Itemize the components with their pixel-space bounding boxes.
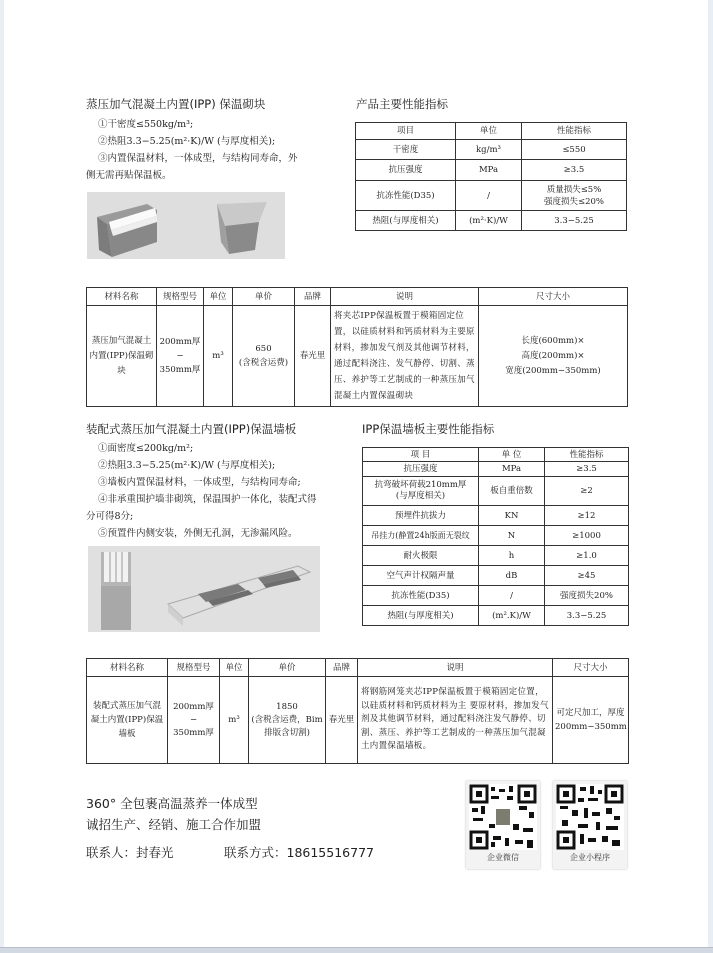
table-header: 规格型号 bbox=[168, 659, 220, 677]
spec-row bbox=[363, 526, 629, 546]
table-header: 品牌 bbox=[326, 659, 358, 677]
spec-dash: − bbox=[176, 351, 184, 361]
table-header: 说明 bbox=[358, 659, 553, 677]
qr-caption: 企业微信 bbox=[487, 853, 519, 862]
spec-item: 抗压强度 bbox=[356, 160, 456, 181]
spec-item: 抗冻性能(D35) bbox=[356, 181, 456, 211]
panel-spec-title: IPP保温墙板主要性能指标 bbox=[362, 422, 495, 436]
spec-unit: MPa bbox=[456, 160, 522, 181]
spec-item: 空气声计权隔声量 bbox=[363, 566, 479, 586]
price-note: (含税含运费) bbox=[238, 358, 289, 368]
price-value: 1850 bbox=[276, 701, 298, 712]
spec-header: 性能指标 bbox=[522, 123, 627, 140]
price bbox=[249, 677, 326, 764]
block-product-image bbox=[87, 192, 285, 259]
table-row bbox=[87, 677, 629, 764]
spec-item: 抗冻性能(D35) bbox=[363, 586, 479, 606]
spec-value: ≥12 bbox=[545, 506, 629, 526]
spec-item: 抗弯破坏荷载210mm厚 (与厚度相关) bbox=[363, 477, 479, 506]
price-value: 650 bbox=[255, 344, 272, 354]
price bbox=[233, 306, 295, 407]
feature-item: ②热阻3.3−5.25(m²·K)/W (与厚度相关); bbox=[98, 460, 276, 471]
brand: 春光里 bbox=[295, 306, 331, 407]
size-length: 长度(600mm)× bbox=[521, 335, 585, 346]
spec-value: ≥3.5 bbox=[545, 462, 629, 477]
price-note: (含税含运费，Bim排版含切割) bbox=[251, 714, 323, 738]
spec-value: ≥1000 bbox=[545, 526, 629, 546]
table-row bbox=[87, 306, 628, 407]
panel-product-image bbox=[88, 546, 320, 632]
spec-max: 350mm厚 bbox=[159, 365, 201, 375]
panel-features bbox=[86, 440, 348, 542]
spec-row bbox=[356, 140, 627, 160]
spec-item: 预埋件抗拔力 bbox=[363, 506, 479, 526]
spec-row bbox=[363, 586, 629, 606]
contact-phone: 联系方式：18615516777 bbox=[224, 845, 374, 860]
feature-item: ⑤预置件内侧安装，外侧无孔洞，无渗漏风险。 bbox=[98, 528, 298, 539]
spec-row bbox=[356, 160, 627, 181]
qr-wechat[interactable] bbox=[466, 781, 540, 869]
spec-model bbox=[157, 306, 204, 407]
spec-item: 抗压强度 bbox=[363, 462, 479, 477]
spec-unit: (m²·K)/W bbox=[456, 211, 522, 231]
size-note: 可定尺加工，厚度 bbox=[556, 708, 625, 718]
spec-item: 热阻(与厚度相关) bbox=[356, 211, 456, 231]
spec-unit: N bbox=[479, 526, 545, 546]
table-header: 材料名称 bbox=[87, 288, 157, 306]
spec-header: 单 位 bbox=[479, 448, 545, 462]
spec-row bbox=[363, 462, 629, 477]
qr-mini-program[interactable] bbox=[553, 781, 627, 869]
qr-code-icon bbox=[556, 784, 624, 850]
qr-code-icon bbox=[469, 784, 537, 850]
spec-model bbox=[168, 677, 220, 764]
table-header: 尺寸大小 bbox=[553, 659, 629, 677]
contact-person: 联系人：封春光 bbox=[86, 845, 174, 860]
spec-max: 350mm厚 bbox=[173, 727, 214, 738]
spec-value: ≥3.5 bbox=[522, 160, 627, 181]
spec-row bbox=[363, 546, 629, 566]
feature-item: ④非承重围护墙非砌筑，保温围护一体化，装配式得 bbox=[98, 494, 317, 505]
unit: m³ bbox=[204, 306, 233, 407]
viewer-bottom-bar bbox=[0, 947, 713, 953]
spec-unit: / bbox=[456, 181, 522, 211]
spec-row bbox=[363, 606, 629, 626]
size-height: 高度(200mm)× bbox=[521, 350, 585, 361]
feature-item: ①干密度≤550kg/m³; bbox=[98, 119, 194, 130]
spec-unit: MPa bbox=[479, 462, 545, 477]
spec-value: 质量损失≤5% 强度损失≤20% bbox=[522, 181, 627, 211]
table-header: 单位 bbox=[204, 288, 233, 306]
table-header: 单位 bbox=[220, 659, 249, 677]
spec-unit: (m².K)/W bbox=[479, 606, 545, 626]
spec-item: 干密度 bbox=[356, 140, 456, 160]
table-header: 规格型号 bbox=[157, 288, 204, 306]
block-spec-title: 产品主要性能指标 bbox=[356, 97, 448, 111]
spec-item: 热阻(与厚度相关) bbox=[363, 606, 479, 626]
spec-min: 200mm厚 bbox=[173, 701, 214, 712]
description: 将夹芯IPP保温板置于模箱固定位置，以硅质材料和钙质材料为主要原材料，掺加发气剂及其他调节材料，通过配料浇注、发气静停、切割、蒸压、养护等工艺制成的一种蒸压加气混凝土内置保温砌块 bbox=[331, 306, 479, 407]
spec-header: 性能指标 bbox=[545, 448, 629, 462]
brand: 春光里 bbox=[326, 677, 358, 764]
table-header: 单价 bbox=[249, 659, 326, 677]
panel-product-table bbox=[86, 658, 629, 764]
spec-unit: / bbox=[479, 586, 545, 606]
description: 将钢筋网笼夹芯IPP保温板置于模箱固定位置，以硅质材料和钙质材料为主 要原材料，掺加发气剂及其他调节材料，通过配料浇注发气静停、切割、蒸压、养护等工艺制成的一种蒸压加气混凝土内置保温墙板。 bbox=[358, 677, 553, 764]
spec-value: ≤550 bbox=[522, 140, 627, 160]
table-header: 尺寸大小 bbox=[479, 288, 628, 306]
spec-header: 项 目 bbox=[363, 448, 479, 462]
size bbox=[553, 677, 629, 764]
spec-value: 3.3−5.25 bbox=[522, 211, 627, 231]
spec-value: ≥2 bbox=[545, 477, 629, 506]
spec-item: 耐火极限 bbox=[363, 546, 479, 566]
block-section-title: 蒸压加气混凝土内置(IPP) 保温砌块 bbox=[86, 97, 266, 111]
size-width: 宽度(200mm−350mm) bbox=[505, 365, 601, 376]
block-spec-table bbox=[355, 122, 627, 231]
panel-spec-table bbox=[362, 447, 629, 626]
panel-section-title: 装配式蒸压加气混凝土内置(IPP)保温墙板 bbox=[86, 422, 297, 436]
table-header: 品牌 bbox=[295, 288, 331, 306]
spec-unit: h bbox=[479, 546, 545, 566]
spec-value: 强度损失20% bbox=[545, 586, 629, 606]
feature-item: 分可得8分; bbox=[86, 511, 134, 522]
spec-row bbox=[356, 211, 627, 231]
feature-item: 侧无需再贴保温板。 bbox=[86, 170, 172, 181]
table-header: 说明 bbox=[331, 288, 479, 306]
spec-value: 3.3−5.25 bbox=[545, 606, 629, 626]
spec-row bbox=[363, 566, 629, 586]
feature-item: ②热阻3.3−5.25(m²·K)/W (与厚度相关); bbox=[98, 136, 276, 147]
spec-header: 单位 bbox=[456, 123, 522, 140]
slogan-line-2: 诚招生产、经销、施工合作加盟 bbox=[86, 817, 262, 832]
block-features bbox=[86, 116, 336, 184]
feature-item: ③墙板内置保温材料，一体成型，与结构同寿命; bbox=[98, 477, 301, 488]
spec-unit: KN bbox=[479, 506, 545, 526]
spec-header: 项目 bbox=[356, 123, 456, 140]
unit: m³ bbox=[220, 677, 249, 764]
table-header: 单价 bbox=[233, 288, 295, 306]
feature-item: ③内置保温材料，一体成型，与结构同寿命，外 bbox=[98, 153, 298, 164]
material-name: 装配式蒸压加气混凝土内置(IPP)保温墙板 bbox=[87, 677, 168, 764]
feature-item: ①面密度≤200kg/m²; bbox=[98, 443, 194, 454]
spec-unit: dB bbox=[479, 566, 545, 586]
spec-row bbox=[363, 506, 629, 526]
size bbox=[479, 306, 628, 407]
spec-unit: 板自重倍数 bbox=[479, 477, 545, 506]
size-range: 200mm−350mm bbox=[555, 722, 627, 732]
spec-item: 吊挂力(静置24h版面无裂纹 bbox=[363, 526, 479, 546]
spec-row bbox=[356, 181, 627, 211]
spec-min: 200mm厚 bbox=[159, 337, 201, 347]
material-name: 蒸压加气混凝土内置(IPP)保温砌块 bbox=[87, 306, 157, 407]
spec-value: ≥1.0 bbox=[545, 546, 629, 566]
spec-row bbox=[363, 477, 629, 506]
spec-dash: − bbox=[189, 714, 198, 725]
spec-unit: kg/m³ bbox=[456, 140, 522, 160]
table-header: 材料名称 bbox=[87, 659, 168, 677]
slogan-line-1: 360° 全包裹高温蒸养一体成型 bbox=[86, 796, 258, 811]
qr-caption: 企业小程序 bbox=[570, 853, 610, 862]
block-product-table bbox=[86, 287, 628, 407]
spec-value: ≥45 bbox=[545, 566, 629, 586]
